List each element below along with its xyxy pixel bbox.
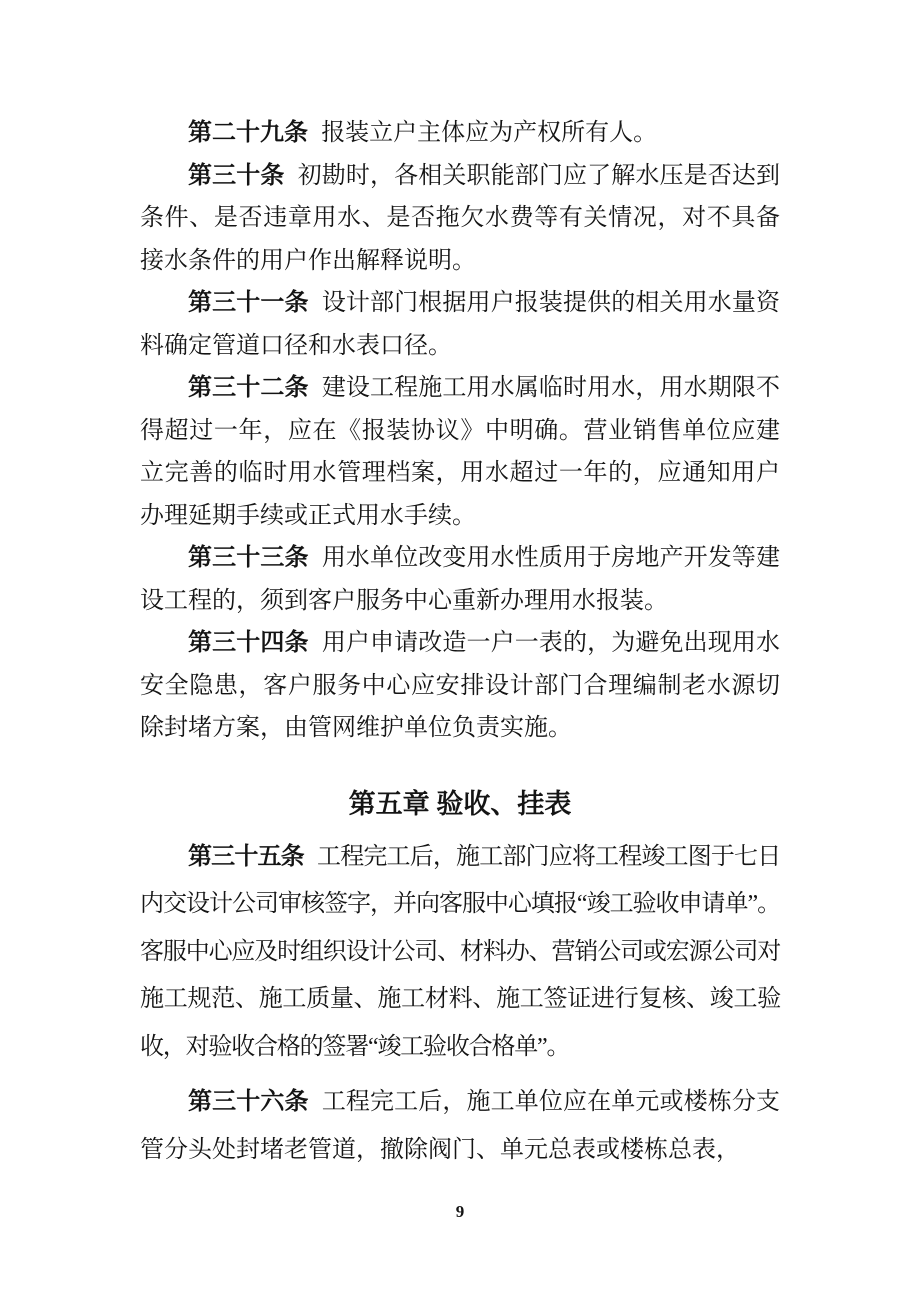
article-33-text: 用水单位改变用水性质用于房地产开发等建设工程的，须到客户服务中心重新办理用水报装。 (140, 545, 781, 614)
article-32-paragraph (140, 367, 780, 537)
chapter-heading: 第五章 验收、挂表 (348, 788, 572, 819)
article-29-text: 报装立户主体应为产权所有人。 (321, 120, 658, 146)
article-30-paragraph (140, 155, 780, 283)
article-33-number: 第三十三条 (188, 545, 309, 571)
article-31-paragraph (140, 282, 780, 367)
article-35-paragraph (140, 834, 780, 1072)
section-articles-29-34 (140, 112, 780, 750)
article-36-text: 工程完工后，施工单位应在单元或楼栋分支管分头处封堵老管道，撤除阀门、单元总表或楼栋总表， (140, 1089, 781, 1163)
article-32-text: 建设工程施工用水属临时用水，用水期限不得超过一年，应在《报装协议》中明确。营业销售单位应建立完善的临时用水管理档案，用水超过一年的，应通知用户办理延期手续或正式用水手续。 (140, 375, 781, 529)
document-content (140, 0, 780, 1174)
article-34-number: 第三十四条 (188, 630, 309, 656)
article-36-paragraph (140, 1079, 780, 1174)
article-36-number: 第三十六条 (188, 1089, 309, 1115)
article-29-number: 第二十九条 (188, 120, 308, 146)
article-33-paragraph (140, 537, 780, 622)
article-30-text: 初勘时，各相关职能部门应了解水压是否达到条件、是否违章用水、是否拖欠水费等有关情况，对不具备接水条件的用户作出解释说明。 (140, 162, 781, 274)
article-35-number: 第三十五条 (188, 843, 304, 870)
article-31-text: 设计部门根据用户报装提供的相关用水量资料确定管道口径和水表口径。 (140, 290, 781, 359)
article-34-text: 用户申请改造一户一表的，为避免出现用水安全隐患，客户服务中心应安排设计部门合理编制老水源切除封堵方案，由管网维护单位负责实施。 (140, 630, 781, 741)
section-articles-35-36 (140, 834, 780, 1175)
article-35-text: 工程完工后，施工部门应将工程竣工图于七日内交设计公司审核签字，并向客服中心填报“竣工验收申请单”。客服中心应及时组织设计公司、材料办、营销公司或宏源公司对施工规范、施工质量、施工材料、施工签证进行复核、竣工验收，对验收合格的签署“竣工验收合格单”。 (140, 843, 781, 1060)
article-29-paragraph (140, 112, 780, 155)
article-34-paragraph (140, 622, 780, 750)
article-32-number: 第三十二条 (188, 375, 309, 401)
article-30-number: 第三十条 (188, 162, 285, 189)
article-31-number: 第三十一条 (188, 290, 309, 316)
page-number: 9 (455, 1202, 465, 1221)
